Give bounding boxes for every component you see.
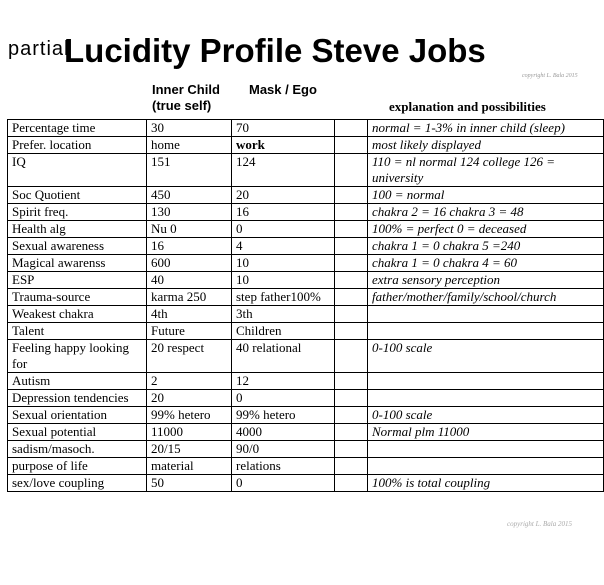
row-label: ESP: [8, 272, 147, 289]
inner-child-value: 40: [147, 272, 232, 289]
column-header-explanation: explanation and possibilities: [389, 99, 546, 114]
row-label: Feeling happy looking for: [8, 340, 147, 373]
inner-child-value: 130: [147, 204, 232, 221]
mask-ego-value: 10: [232, 255, 335, 272]
inner-child-value: 16: [147, 238, 232, 255]
inner-child-value: home: [147, 137, 232, 154]
row-label: Soc Quotient: [8, 187, 147, 204]
explanation-text: 0-100 scale: [368, 340, 604, 373]
explanation-text: father/mother/family/school/church: [368, 289, 604, 306]
copyright-top: copyright L. Bala 2015: [522, 73, 578, 79]
mask-ego-value: 3th: [232, 306, 335, 323]
table-row: [8, 407, 604, 424]
spacer-cell: [335, 323, 368, 340]
table-row: [8, 120, 604, 137]
inner-child-value: 600: [147, 255, 232, 272]
explanation-text: chakra 2 = 16 chakra 3 = 48: [368, 204, 604, 221]
spacer-cell: [335, 272, 368, 289]
table-row: [8, 475, 604, 492]
explanation-text: 100% = perfect 0 = deceased: [368, 221, 604, 238]
spacer-cell: [335, 340, 368, 373]
mask-ego-value: work: [232, 137, 335, 154]
spacer-cell: [335, 475, 368, 492]
explanation-text: 100% is total coupling: [368, 475, 604, 492]
row-label: purpose of life: [8, 458, 147, 475]
table-row: [8, 289, 604, 306]
table-row: [8, 221, 604, 238]
spacer-cell: [335, 137, 368, 154]
row-label: Talent: [8, 323, 147, 340]
mask-ego-value: 4000: [232, 424, 335, 441]
inner-child-value: 450: [147, 187, 232, 204]
column-header-inner-line2: (true self): [152, 98, 212, 113]
mask-ego-value: 20: [232, 187, 335, 204]
mask-ego-value: step father100%: [232, 289, 335, 306]
profile-table: [7, 119, 604, 492]
inner-child-value: 151: [147, 154, 232, 187]
table-row: [8, 458, 604, 475]
column-header-mask-ego: Mask / Ego: [249, 82, 317, 97]
explanation-text: [368, 441, 604, 458]
mask-ego-value: 10: [232, 272, 335, 289]
row-label: Spirit freq.: [8, 204, 147, 221]
mask-ego-value: 0: [232, 221, 335, 238]
explanation-text: most likely displayed: [368, 137, 604, 154]
table-row: [8, 255, 604, 272]
explanation-text: [368, 373, 604, 390]
table-row: [8, 441, 604, 458]
mask-ego-value: 0: [232, 475, 335, 492]
row-label: sex/love coupling: [8, 475, 147, 492]
spacer-cell: [335, 154, 368, 187]
row-label: Sexual orientation: [8, 407, 147, 424]
inner-child-value: material: [147, 458, 232, 475]
column-header-inner-line1: Inner Child: [152, 82, 220, 97]
explanation-text: [368, 306, 604, 323]
explanation-text: [368, 323, 604, 340]
spacer-cell: [335, 289, 368, 306]
spacer-cell: [335, 390, 368, 407]
row-label: Prefer. location: [8, 137, 147, 154]
row-label: IQ: [8, 154, 147, 187]
inner-child-value: Nu 0: [147, 221, 232, 238]
table-row: [8, 323, 604, 340]
spacer-cell: [335, 255, 368, 272]
profile-table-body: [8, 120, 604, 492]
mask-ego-value: 0: [232, 390, 335, 407]
row-label: Sexual awareness: [8, 238, 147, 255]
row-label: sadism/masoch.: [8, 441, 147, 458]
row-label: Percentage time: [8, 120, 147, 137]
spacer-cell: [335, 187, 368, 204]
explanation-text: 0-100 scale: [368, 407, 604, 424]
inner-child-value: karma 250: [147, 289, 232, 306]
row-label: Magical awarenss: [8, 255, 147, 272]
spacer-cell: [335, 407, 368, 424]
row-label: Weakest chakra: [8, 306, 147, 323]
inner-child-value: Future: [147, 323, 232, 340]
spacer-cell: [335, 441, 368, 458]
inner-child-value: 30: [147, 120, 232, 137]
inner-child-value: 50: [147, 475, 232, 492]
spacer-cell: [335, 458, 368, 475]
inner-child-value: 11000: [147, 424, 232, 441]
explanation-text: chakra 1 = 0 chakra 5 =240: [368, 238, 604, 255]
spacer-cell: [335, 120, 368, 137]
partial-label: partial: [8, 38, 70, 60]
mask-ego-value: Children: [232, 323, 335, 340]
explanation-text: 110 = nl normal 124 college 126 = university: [368, 154, 604, 187]
inner-child-value: 20/15: [147, 441, 232, 458]
row-label: Depression tendencies: [8, 390, 147, 407]
spacer-cell: [335, 221, 368, 238]
explanation-text: [368, 390, 604, 407]
table-row: [8, 390, 604, 407]
row-label: Autism: [8, 373, 147, 390]
spacer-cell: [335, 204, 368, 221]
column-header-inner-child: [152, 82, 220, 114]
table-row: [8, 204, 604, 221]
table-row: [8, 137, 604, 154]
mask-ego-value: 124: [232, 154, 335, 187]
inner-child-value: 2: [147, 373, 232, 390]
table-row: [8, 187, 604, 204]
mask-ego-value: 70: [232, 120, 335, 137]
mask-ego-value: 12: [232, 373, 335, 390]
explanation-text: Normal plm 11000: [368, 424, 604, 441]
spacer-cell: [335, 373, 368, 390]
inner-child-value: 20: [147, 390, 232, 407]
row-label: Trauma-source: [8, 289, 147, 306]
row-label: Sexual potential: [8, 424, 147, 441]
mask-ego-value: 16: [232, 204, 335, 221]
mask-ego-value: relations: [232, 458, 335, 475]
table-row: [8, 424, 604, 441]
explanation-text: chakra 1 = 0 chakra 4 = 60: [368, 255, 604, 272]
mask-ego-value: 99% hetero: [232, 407, 335, 424]
inner-child-value: 4th: [147, 306, 232, 323]
explanation-text: extra sensory perception: [368, 272, 604, 289]
table-row: [8, 272, 604, 289]
page-title: Lucidity Profile Steve Jobs: [64, 32, 486, 69]
copyright-bottom: copyright L. Bala 2015: [507, 520, 572, 528]
explanation-text: [368, 458, 604, 475]
mask-ego-value: 4: [232, 238, 335, 255]
inner-child-value: 20 respect: [147, 340, 232, 373]
table-row: [8, 373, 604, 390]
table-row: [8, 238, 604, 255]
explanation-text: 100 = normal: [368, 187, 604, 204]
mask-ego-value: 90/0: [232, 441, 335, 458]
explanation-text: normal = 1-3% in inner child (sleep): [368, 120, 604, 137]
table-row: [8, 306, 604, 323]
inner-child-value: 99% hetero: [147, 407, 232, 424]
row-label: Health alg: [8, 221, 147, 238]
spacer-cell: [335, 306, 368, 323]
mask-ego-value: 40 relational: [232, 340, 335, 373]
table-row: [8, 154, 604, 187]
table-row: [8, 340, 604, 373]
spacer-cell: [335, 424, 368, 441]
spacer-cell: [335, 238, 368, 255]
